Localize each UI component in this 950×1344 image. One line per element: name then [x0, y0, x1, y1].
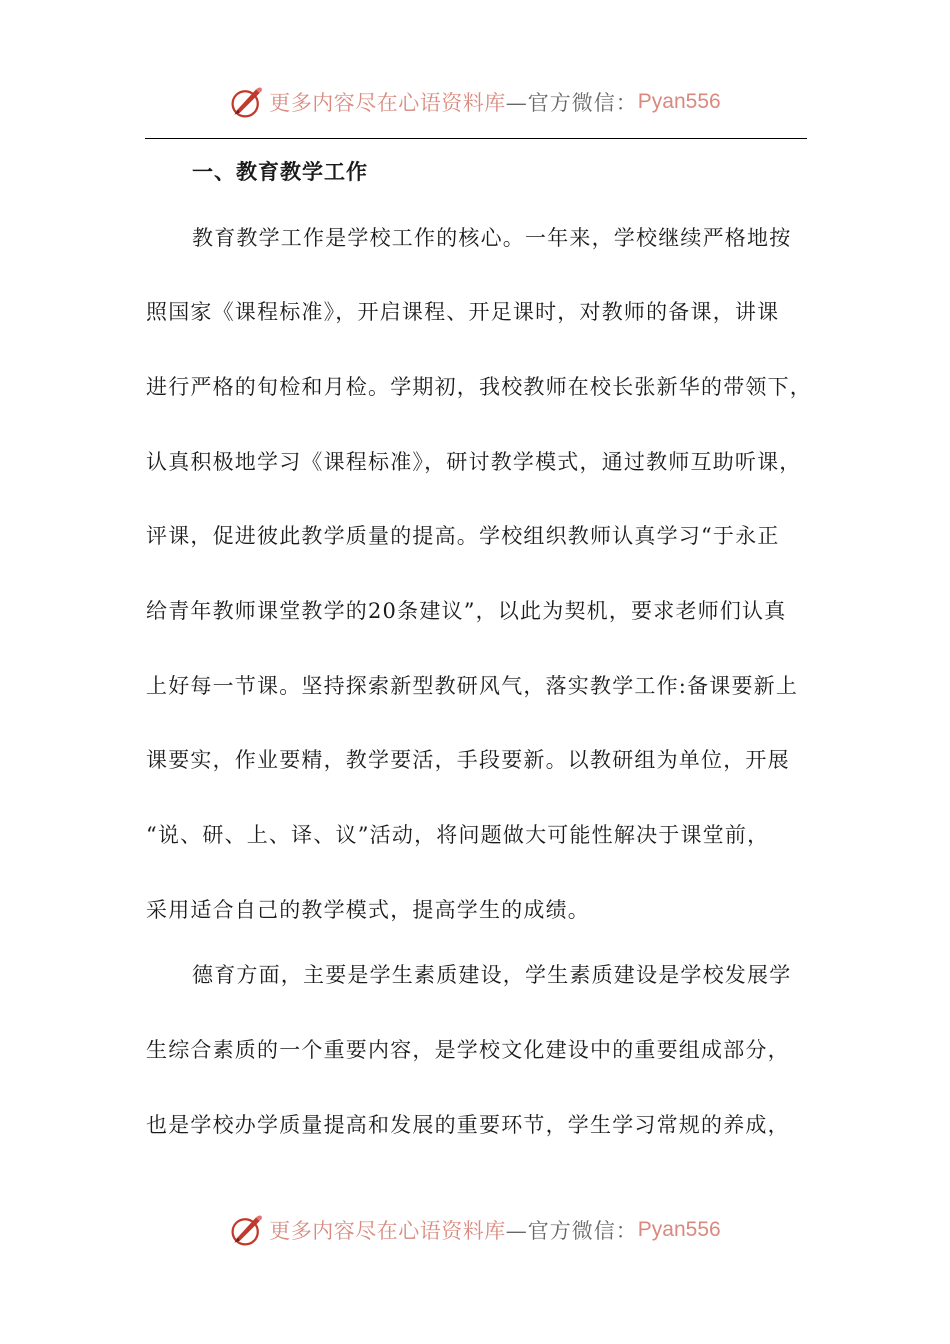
paragraph-line: 生综合素质的一个重要内容，是学校文化建设中的重要组成部分， [146, 1038, 790, 1062]
quill-pen-logo-icon [229, 84, 265, 120]
footer-banner [0, 1208, 950, 1252]
paragraph-line: 德育方面，主要是学生素质建设，学生素质建设是学校发展学 [192, 963, 792, 987]
header-banner [0, 80, 950, 124]
paragraph-line: 采用适合自己的教学模式，提高学生的成绩。 [146, 898, 590, 922]
official-wechat-label: —官方微信： [505, 1219, 638, 1243]
paragraph-line: 给青年教师课堂教学的20条建议”，以此为契机，要求老师们认真 [146, 599, 787, 623]
paragraph-line: 也是学校办学质量提高和发展的重要环节，学生学习常规的养成， [146, 1113, 790, 1137]
section-heading: 一、教育教学工作 [192, 160, 368, 184]
paragraph-line: “说、研、上、译、议”活动，将问题做大可能性解决于课堂前， [146, 823, 770, 847]
paragraph-line: 认真积极地学习《课程标准》，研讨教学模式，通过教师互助听课， [146, 450, 802, 474]
header-divider [145, 138, 807, 139]
brand-text: 更多内容尽在心语资料库 [269, 91, 506, 115]
brand-text: 更多内容尽在心语资料库 [269, 1219, 506, 1243]
paragraph-line: 评课，促进彼此教学质量的提高。学校组织教师认真学习“于永正 [146, 524, 780, 548]
paragraph-line: 教育教学工作是学校工作的核心。一年来，学校继续严格地按 [192, 226, 792, 250]
paragraph-line: 上好每一节课。坚持探索新型教研风气，落实教学工作:备课要新上 [146, 674, 799, 698]
official-wechat-label: —官方微信： [505, 91, 638, 115]
paragraph-line: 课要实，作业要精，教学要活，手段要新。以教研组为单位，开展 [146, 748, 790, 772]
wechat-id: Pyan556 [637, 90, 721, 113]
quill-pen-logo-icon [229, 1212, 265, 1248]
paragraph-line: 照国家《课程标准》，开启课程、开足课时，对教师的备课，讲课 [146, 300, 780, 324]
wechat-id: Pyan556 [637, 1218, 721, 1241]
paragraph-line: 进行严格的旬检和月检。学期初，我校教师在校长张新华的带领下， [146, 375, 812, 399]
